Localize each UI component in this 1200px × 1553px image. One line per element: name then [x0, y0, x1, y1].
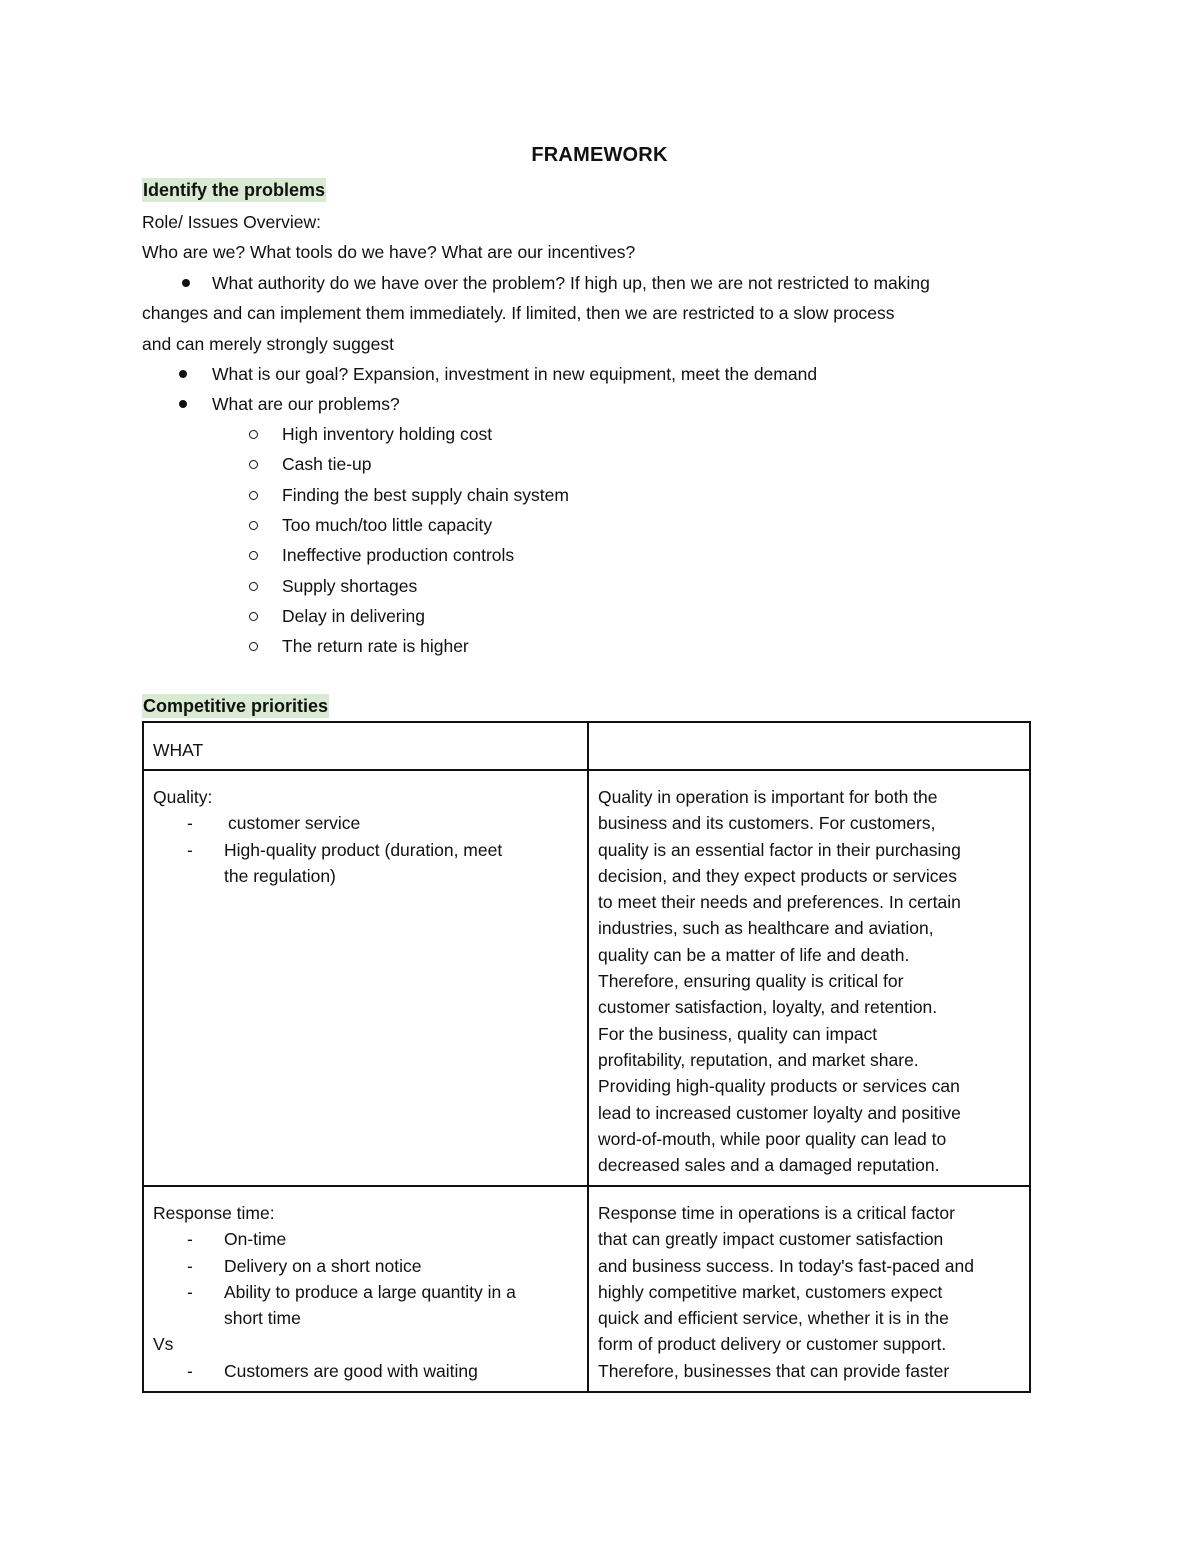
bullet-circle-icon: [249, 582, 258, 591]
table-row: [143, 770, 1030, 1186]
quality-label: Quality:: [153, 787, 213, 807]
response-label: Response time:: [153, 1203, 275, 1223]
list-item: - Delivery on a short notice: [187, 1255, 422, 1276]
authority-text: What authority do we have over the problem? If high up, then we are not restricted to making: [212, 273, 930, 293]
role-label: Role/ Issues Overview:: [142, 212, 321, 232]
quality-description-cell: Quality in operation is important for both the business and its customers. For customers, quality is an essential factor in their purchasing decision, and they expect products or services to meet their needs and preferences. In certain industries, such as healthcare and aviation, quality can be a matter of life and death. Therefore, ensuring quality is critical for customer satisfaction, loyalty, and retention. For the business, quality can impact profitability, reputation, and market share. Providing high-quality products or services can lead to increased customer loyalty and positive word-of-mouth, while poor quality can lead to decreased sales and a damaged reputation.: [588, 770, 1030, 1186]
vs-label: Vs: [153, 1334, 174, 1355]
table-header-cell: [588, 722, 1030, 770]
authority-continued-1: changes and can implement them immediately. If limited, then we are restricted to a slow process: [142, 303, 895, 323]
bullet-circle-icon: [249, 521, 258, 530]
list-item-continued: short time: [224, 1308, 301, 1329]
table-row: [143, 1186, 1030, 1392]
bullet-circle-icon: [249, 551, 258, 560]
list-item: - Ability to produce a large quantity in a: [187, 1281, 516, 1302]
response-what-cell: [143, 1186, 588, 1392]
bullet-circle-icon: [249, 460, 258, 469]
bullet-circle-icon: [249, 491, 258, 500]
quality-what-cell: [143, 770, 588, 1186]
bullet-dot-icon: [179, 400, 187, 408]
table-header-row: [143, 722, 1030, 770]
list-item: - High-quality product (duration, meet: [187, 839, 503, 860]
list-item: - Customers are good with waiting: [187, 1360, 478, 1381]
heading-identify-problems: Identify the problems: [143, 180, 326, 200]
response-description-cell: Response time in operations is a critical factor that can greatly impact customer satisfaction and business success. In today's fast-paced and highly competitive market, customers expect quick and efficient service, whether it is in the form of product delivery or customer support. Therefore, businesses that can provide faster: [588, 1186, 1030, 1392]
list-item-continued: the regulation): [224, 865, 336, 886]
heading-competitive-priorities: Competitive priorities: [143, 696, 329, 716]
bullet-circle-icon: [249, 612, 258, 621]
bullet-dot-icon: [182, 279, 190, 287]
questions-line: Who are we? What tools do we have? What are our incentives?: [142, 242, 636, 262]
authority-continued-2: and can merely strongly suggest: [142, 334, 394, 354]
page-title: FRAMEWORK: [531, 144, 668, 166]
bullet-circle-icon: [249, 642, 258, 651]
priorities-table: [142, 721, 1031, 1393]
bullet-dot-icon: [179, 370, 187, 378]
table-header-cell: WHAT: [143, 722, 588, 770]
list-item: - On-time: [187, 1229, 287, 1250]
bullet-circle-icon: [249, 430, 258, 439]
list-item: - customer service: [187, 813, 361, 834]
goal-text: What is our goal? Expansion, investment in new equipment, meet the demand: [212, 364, 818, 384]
problems-label: What are our problems?: [212, 394, 400, 414]
